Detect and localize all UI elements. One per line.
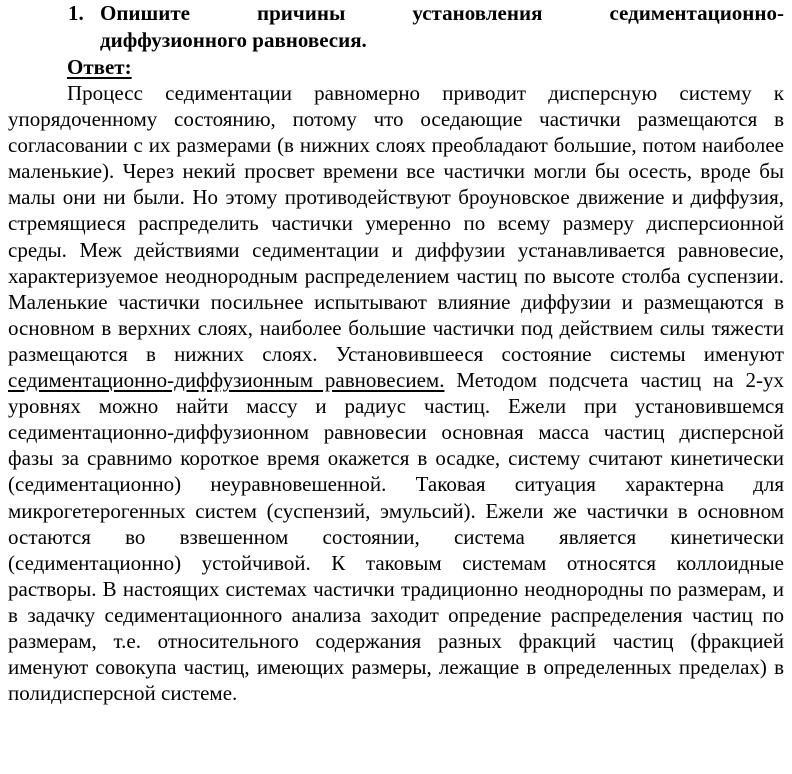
- answer-label: Ответ:: [67, 55, 132, 79]
- document-page: [8, 0, 784, 706]
- answer-text-after: Методом подсчета частиц на 2-ух уровнях можно найти массу и радиус частиц. Ежели при установившемся седиментационно-диффузионном равновесии основная масса частиц дисперсной фазы за сравнимо короткое время окажется в осадке, систему считают кинетически (седиментационно) неуравновешенной. Таковая ситуация характерна для микрогетерогенных систем (суспензий, эмульсий). Ежели же частички в основном остаются во взвешенном состоянии, система является кинетически (седиментационно) устойчивой. К таковым системам относятся коллоидные растворы. В настоящих системах частички традиционно неоднородны по размерам, и в задачку седиментационного анализа заходит опредение распределения частиц по размерам, т.е. относительного содержания разных фракций частиц (фракцией именуют совокупа частиц, имеющих размеры, лежащие в определенных пределах) в полидисперсной системе.: [8, 368, 784, 706]
- answer-text-before: Процесс седиментации равномерно приводит дисперсную систему к упорядоченному состоянию, потому что оседающие частички размещаются в согласовании с их размерами (в нижних слоях преобладают большие, потом наиболее маленькие). Через некий просвет времени все частички могли бы осесть, вроде бы малы они ни были. Но этому противодействуют броуновское движение и диффузия, стремящиеся распределить частички умеренно по всему размеру дисперсионной среды. Меж действиями седиментации и диффузии устанавливается равновесие, характеризуемое неоднородным распределением частиц по высоте столба суспензии. Маленькие частички посильнее испытывают влияние диффузии и размещаются в основном в верхних слоях, наиболее большие частички под действием силы тяжести размещаются в нижних слоях. Установившееся состояние системы именуют: [8, 81, 784, 366]
- underlined-term: седиментационно-диффузионным равновесием.: [8, 368, 445, 393]
- answer-paragraph: [8, 80, 784, 706]
- question-heading: [68, 0, 784, 54]
- question-text: [100, 0, 784, 54]
- question-line-2: диффузионного равновесия.: [100, 28, 367, 52]
- question-line-1: Опишите причины установления седиментационно-: [100, 1, 784, 25]
- question-number: 1.: [68, 1, 84, 25]
